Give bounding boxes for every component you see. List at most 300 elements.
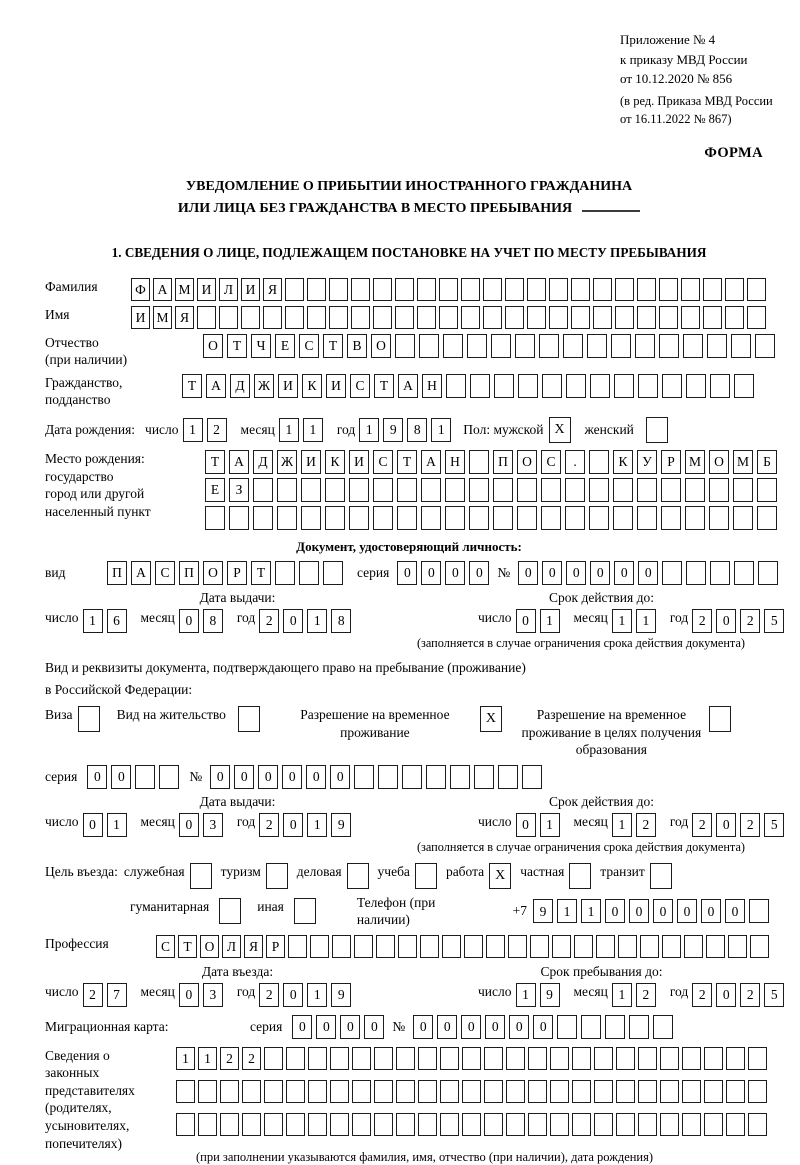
char-box[interactable] <box>310 935 329 958</box>
char-box[interactable]: 1 <box>279 418 299 442</box>
char-box[interactable]: М <box>153 306 172 329</box>
char-box[interactable] <box>396 1113 415 1136</box>
char-box[interactable]: 0 <box>283 609 303 633</box>
char-box[interactable]: З <box>229 478 249 502</box>
char-box[interactable]: 0 <box>330 765 350 789</box>
char-box[interactable]: Р <box>227 561 247 585</box>
char-box[interactable] <box>373 306 392 329</box>
char-box[interactable]: Д <box>230 374 250 398</box>
char-box[interactable] <box>349 506 369 530</box>
char-box[interactable]: 1 <box>307 813 327 837</box>
char-box[interactable] <box>704 1080 723 1103</box>
char-box[interactable]: И <box>326 374 346 398</box>
char-box[interactable]: И <box>278 374 298 398</box>
checkbox[interactable] <box>190 863 212 889</box>
char-box[interactable] <box>351 306 370 329</box>
char-box[interactable] <box>662 561 682 585</box>
char-box[interactable] <box>589 478 609 502</box>
char-box[interactable] <box>725 278 744 301</box>
char-box[interactable]: 2 <box>259 983 279 1007</box>
char-box[interactable]: К <box>302 374 322 398</box>
char-box[interactable]: 0 <box>258 765 278 789</box>
char-box[interactable] <box>505 306 524 329</box>
char-box[interactable] <box>421 478 441 502</box>
char-box[interactable]: 0 <box>179 983 199 1007</box>
char-box[interactable]: 0 <box>605 899 625 923</box>
char-box[interactable] <box>638 374 658 398</box>
char-box[interactable]: 0 <box>210 765 230 789</box>
char-box[interactable] <box>707 334 727 358</box>
char-box[interactable] <box>615 306 634 329</box>
char-box[interactable] <box>757 478 777 502</box>
char-box[interactable] <box>483 278 502 301</box>
char-box[interactable] <box>611 334 631 358</box>
char-box[interactable] <box>517 506 537 530</box>
char-box[interactable] <box>220 1080 239 1103</box>
char-box[interactable] <box>352 1047 371 1070</box>
char-box[interactable]: 2 <box>83 983 103 1007</box>
char-box[interactable] <box>637 306 656 329</box>
char-box[interactable] <box>638 1080 657 1103</box>
char-box[interactable]: 1 <box>176 1047 195 1070</box>
char-box[interactable] <box>659 334 679 358</box>
char-box[interactable] <box>352 1113 371 1136</box>
char-box[interactable]: Т <box>182 374 202 398</box>
char-box[interactable]: И <box>301 450 321 474</box>
char-box[interactable]: 0 <box>445 561 465 585</box>
char-box[interactable] <box>286 1080 305 1103</box>
char-box[interactable] <box>594 1113 613 1136</box>
char-box[interactable]: 2 <box>242 1047 261 1070</box>
char-box[interactable] <box>286 1113 305 1136</box>
char-box[interactable]: 0 <box>590 561 610 585</box>
char-box[interactable]: 6 <box>107 609 127 633</box>
char-box[interactable] <box>395 306 414 329</box>
char-box[interactable]: 9 <box>331 813 351 837</box>
char-box[interactable]: А <box>153 278 172 301</box>
char-box[interactable] <box>726 1113 745 1136</box>
char-box[interactable] <box>264 1047 283 1070</box>
char-box[interactable]: А <box>398 374 418 398</box>
char-box[interactable] <box>528 1047 547 1070</box>
char-box[interactable]: 2 <box>692 983 712 1007</box>
char-box[interactable] <box>550 1113 569 1136</box>
char-box[interactable]: 0 <box>516 609 536 633</box>
char-box[interactable] <box>613 478 633 502</box>
char-box[interactable] <box>469 478 489 502</box>
char-box[interactable] <box>373 478 393 502</box>
char-box[interactable]: 0 <box>629 899 649 923</box>
char-box[interactable] <box>450 765 470 789</box>
checkbox[interactable] <box>238 706 260 732</box>
char-box[interactable] <box>733 506 753 530</box>
char-box[interactable]: Ф <box>131 278 150 301</box>
char-box[interactable]: 0 <box>283 813 303 837</box>
char-box[interactable] <box>581 1015 601 1039</box>
char-box[interactable]: 1 <box>107 813 127 837</box>
char-box[interactable] <box>506 1080 525 1103</box>
char-box[interactable] <box>574 935 593 958</box>
char-box[interactable] <box>566 374 586 398</box>
char-box[interactable] <box>662 374 682 398</box>
char-box[interactable]: 0 <box>179 813 199 837</box>
char-box[interactable] <box>445 478 465 502</box>
char-box[interactable] <box>661 506 681 530</box>
char-box[interactable] <box>549 306 568 329</box>
char-box[interactable] <box>527 278 546 301</box>
char-box[interactable]: Д <box>253 450 273 474</box>
char-box[interactable] <box>263 306 282 329</box>
char-box[interactable]: Ж <box>277 450 297 474</box>
char-box[interactable] <box>440 1080 459 1103</box>
char-box[interactable]: О <box>517 450 537 474</box>
char-box[interactable]: Р <box>661 450 681 474</box>
char-box[interactable]: 0 <box>566 561 586 585</box>
char-box[interactable] <box>461 278 480 301</box>
char-box[interactable]: 2 <box>636 983 656 1007</box>
char-box[interactable]: 1 <box>557 899 577 923</box>
char-box[interactable] <box>638 1113 657 1136</box>
char-box[interactable] <box>301 506 321 530</box>
char-box[interactable] <box>682 1047 701 1070</box>
char-box[interactable] <box>565 478 585 502</box>
char-box[interactable]: Я <box>263 278 282 301</box>
char-box[interactable] <box>757 506 777 530</box>
char-box[interactable] <box>176 1080 195 1103</box>
char-box[interactable]: 1 <box>198 1047 217 1070</box>
char-box[interactable] <box>522 765 542 789</box>
char-box[interactable] <box>288 935 307 958</box>
char-box[interactable]: М <box>685 450 705 474</box>
char-box[interactable] <box>220 1113 239 1136</box>
char-box[interactable]: 1 <box>431 418 451 442</box>
char-box[interactable] <box>572 1113 591 1136</box>
char-box[interactable] <box>462 1080 481 1103</box>
checkbox[interactable] <box>219 898 241 924</box>
char-box[interactable]: 0 <box>716 983 736 1007</box>
char-box[interactable] <box>483 306 502 329</box>
char-box[interactable] <box>616 1047 635 1070</box>
char-box[interactable]: 0 <box>340 1015 360 1039</box>
char-box[interactable]: 8 <box>331 609 351 633</box>
checkbox[interactable] <box>294 898 316 924</box>
char-box[interactable] <box>725 306 744 329</box>
checkbox[interactable] <box>646 417 668 443</box>
char-box[interactable]: 0 <box>87 765 107 789</box>
char-box[interactable]: А <box>131 561 151 585</box>
char-box[interactable] <box>420 935 439 958</box>
char-box[interactable] <box>330 1113 349 1136</box>
char-box[interactable] <box>552 935 571 958</box>
char-box[interactable] <box>484 1113 503 1136</box>
char-box[interactable] <box>550 1080 569 1103</box>
char-box[interactable]: П <box>107 561 127 585</box>
char-box[interactable] <box>308 1047 327 1070</box>
char-box[interactable]: 2 <box>692 813 712 837</box>
char-box[interactable] <box>329 306 348 329</box>
char-box[interactable]: 9 <box>540 983 560 1007</box>
char-box[interactable]: 0 <box>397 561 417 585</box>
char-box[interactable]: Я <box>175 306 194 329</box>
checkbox[interactable]: X <box>480 706 502 732</box>
char-box[interactable]: Ч <box>251 334 271 358</box>
char-box[interactable]: И <box>241 278 260 301</box>
char-box[interactable] <box>629 1015 649 1039</box>
checkbox[interactable] <box>347 863 369 889</box>
char-box[interactable] <box>374 1047 393 1070</box>
char-box[interactable] <box>205 506 225 530</box>
char-box[interactable]: 0 <box>509 1015 529 1039</box>
char-box[interactable] <box>446 374 466 398</box>
char-box[interactable] <box>589 506 609 530</box>
char-box[interactable] <box>541 478 561 502</box>
char-box[interactable]: 1 <box>183 418 203 442</box>
char-box[interactable] <box>332 935 351 958</box>
char-box[interactable]: Т <box>397 450 417 474</box>
checkbox[interactable] <box>569 863 591 889</box>
char-box[interactable] <box>462 1047 481 1070</box>
char-box[interactable] <box>198 1113 217 1136</box>
char-box[interactable]: 2 <box>740 983 760 1007</box>
char-box[interactable]: 0 <box>83 813 103 837</box>
char-box[interactable] <box>494 374 514 398</box>
char-box[interactable] <box>395 278 414 301</box>
char-box[interactable] <box>241 306 260 329</box>
char-box[interactable] <box>484 1080 503 1103</box>
char-box[interactable] <box>660 1113 679 1136</box>
char-box[interactable] <box>176 1113 195 1136</box>
char-box[interactable] <box>685 478 705 502</box>
char-box[interactable] <box>709 478 729 502</box>
char-box[interactable] <box>709 506 729 530</box>
checkbox[interactable] <box>266 863 288 889</box>
char-box[interactable]: 0 <box>111 765 131 789</box>
char-box[interactable]: 0 <box>614 561 634 585</box>
char-box[interactable] <box>398 935 417 958</box>
char-box[interactable]: Т <box>205 450 225 474</box>
char-box[interactable]: 0 <box>677 899 697 923</box>
char-box[interactable] <box>605 1015 625 1039</box>
char-box[interactable] <box>640 935 659 958</box>
char-box[interactable]: 2 <box>259 609 279 633</box>
char-box[interactable] <box>219 306 238 329</box>
char-box[interactable] <box>726 1080 745 1103</box>
char-box[interactable] <box>373 506 393 530</box>
char-box[interactable] <box>726 1047 745 1070</box>
char-box[interactable]: Е <box>275 334 295 358</box>
char-box[interactable] <box>264 1080 283 1103</box>
char-box[interactable]: 9 <box>331 983 351 1007</box>
char-box[interactable] <box>374 1080 393 1103</box>
char-box[interactable]: С <box>373 450 393 474</box>
char-box[interactable]: 0 <box>461 1015 481 1039</box>
char-box[interactable]: 2 <box>259 813 279 837</box>
char-box[interactable] <box>539 334 559 358</box>
char-box[interactable]: 7 <box>107 983 127 1007</box>
char-box[interactable] <box>301 478 321 502</box>
char-box[interactable]: Б <box>757 450 777 474</box>
char-box[interactable]: М <box>175 278 194 301</box>
char-box[interactable]: Ж <box>254 374 274 398</box>
char-box[interactable]: 0 <box>533 1015 553 1039</box>
char-box[interactable]: 1 <box>516 983 536 1007</box>
char-box[interactable] <box>418 1080 437 1103</box>
char-box[interactable]: 0 <box>716 813 736 837</box>
char-box[interactable] <box>571 306 590 329</box>
char-box[interactable]: 2 <box>220 1047 239 1070</box>
char-box[interactable] <box>505 278 524 301</box>
char-box[interactable] <box>704 1113 723 1136</box>
char-box[interactable]: В <box>347 334 367 358</box>
char-box[interactable] <box>373 278 392 301</box>
char-box[interactable] <box>572 1047 591 1070</box>
char-box[interactable] <box>467 334 487 358</box>
char-box[interactable]: 1 <box>636 609 656 633</box>
char-box[interactable]: 0 <box>653 899 673 923</box>
char-box[interactable] <box>733 478 753 502</box>
char-box[interactable]: 2 <box>636 813 656 837</box>
char-box[interactable] <box>659 278 678 301</box>
char-box[interactable] <box>440 1113 459 1136</box>
char-box[interactable]: 0 <box>518 561 538 585</box>
char-box[interactable]: К <box>613 450 633 474</box>
char-box[interactable]: 9 <box>533 899 553 923</box>
char-box[interactable]: О <box>203 561 223 585</box>
char-box[interactable] <box>747 306 766 329</box>
char-box[interactable] <box>445 506 465 530</box>
char-box[interactable] <box>396 1080 415 1103</box>
char-box[interactable] <box>461 306 480 329</box>
char-box[interactable]: М <box>733 450 753 474</box>
char-box[interactable]: 2 <box>740 813 760 837</box>
char-box[interactable]: 5 <box>764 609 784 633</box>
char-box[interactable]: 1 <box>359 418 379 442</box>
char-box[interactable] <box>515 334 535 358</box>
char-box[interactable] <box>275 561 295 585</box>
char-box[interactable] <box>378 765 398 789</box>
char-box[interactable] <box>748 1047 767 1070</box>
char-box[interactable] <box>299 561 319 585</box>
char-box[interactable] <box>242 1113 261 1136</box>
char-box[interactable] <box>541 506 561 530</box>
char-box[interactable]: 0 <box>292 1015 312 1039</box>
char-box[interactable]: 8 <box>203 609 223 633</box>
char-box[interactable]: 2 <box>207 418 227 442</box>
char-box[interactable] <box>637 506 657 530</box>
char-box[interactable] <box>506 1047 525 1070</box>
char-box[interactable] <box>685 506 705 530</box>
char-box[interactable] <box>613 506 633 530</box>
char-box[interactable]: 0 <box>306 765 326 789</box>
char-box[interactable]: 1 <box>612 609 632 633</box>
char-box[interactable] <box>750 935 769 958</box>
char-box[interactable] <box>349 478 369 502</box>
char-box[interactable] <box>710 561 730 585</box>
char-box[interactable] <box>264 1113 283 1136</box>
char-box[interactable] <box>402 765 422 789</box>
char-box[interactable]: 0 <box>716 609 736 633</box>
char-box[interactable] <box>614 374 634 398</box>
char-box[interactable] <box>286 1047 305 1070</box>
char-box[interactable] <box>135 765 155 789</box>
char-box[interactable] <box>590 374 610 398</box>
char-box[interactable] <box>439 278 458 301</box>
char-box[interactable] <box>229 506 249 530</box>
char-box[interactable]: 1 <box>540 609 560 633</box>
char-box[interactable] <box>493 506 513 530</box>
char-box[interactable] <box>704 1047 723 1070</box>
char-box[interactable]: 0 <box>485 1015 505 1039</box>
char-box[interactable] <box>242 1080 261 1103</box>
char-box[interactable]: 0 <box>516 813 536 837</box>
char-box[interactable] <box>469 506 489 530</box>
char-box[interactable] <box>563 334 583 358</box>
char-box[interactable] <box>418 1113 437 1136</box>
char-box[interactable] <box>749 899 769 923</box>
char-box[interactable] <box>530 935 549 958</box>
char-box[interactable]: 0 <box>413 1015 433 1039</box>
char-box[interactable]: 0 <box>437 1015 457 1039</box>
char-box[interactable] <box>635 334 655 358</box>
char-box[interactable]: К <box>325 450 345 474</box>
checkbox[interactable] <box>709 706 731 732</box>
char-box[interactable] <box>662 935 681 958</box>
char-box[interactable]: 5 <box>764 813 784 837</box>
char-box[interactable] <box>506 1113 525 1136</box>
char-box[interactable]: 0 <box>469 561 489 585</box>
char-box[interactable] <box>442 935 461 958</box>
char-box[interactable] <box>615 278 634 301</box>
char-box[interactable] <box>417 306 436 329</box>
char-box[interactable]: У <box>637 450 657 474</box>
char-box[interactable]: Л <box>222 935 241 958</box>
char-box[interactable] <box>653 1015 673 1039</box>
char-box[interactable] <box>637 278 656 301</box>
char-box[interactable] <box>330 1080 349 1103</box>
char-box[interactable]: Н <box>422 374 442 398</box>
char-box[interactable] <box>354 935 373 958</box>
char-box[interactable] <box>594 1080 613 1103</box>
char-box[interactable] <box>419 334 439 358</box>
char-box[interactable] <box>491 334 511 358</box>
char-box[interactable]: О <box>203 334 223 358</box>
char-box[interactable] <box>594 1047 613 1070</box>
char-box[interactable] <box>469 450 489 474</box>
char-box[interactable]: О <box>709 450 729 474</box>
char-box[interactable]: 0 <box>316 1015 336 1039</box>
char-box[interactable]: 1 <box>303 418 323 442</box>
char-box[interactable] <box>550 1047 569 1070</box>
char-box[interactable] <box>748 1080 767 1103</box>
char-box[interactable] <box>323 561 343 585</box>
char-box[interactable] <box>517 478 537 502</box>
char-box[interactable]: 0 <box>282 765 302 789</box>
char-box[interactable] <box>660 1047 679 1070</box>
char-box[interactable] <box>486 935 505 958</box>
char-box[interactable]: Т <box>323 334 343 358</box>
char-box[interactable] <box>464 935 483 958</box>
char-box[interactable] <box>710 374 730 398</box>
char-box[interactable] <box>439 306 458 329</box>
checkbox[interactable]: X <box>549 417 571 443</box>
char-box[interactable]: С <box>541 450 561 474</box>
char-box[interactable]: Т <box>374 374 394 398</box>
char-box[interactable]: 0 <box>638 561 658 585</box>
char-box[interactable] <box>616 1113 635 1136</box>
char-box[interactable]: Е <box>205 478 225 502</box>
char-box[interactable]: А <box>421 450 441 474</box>
char-box[interactable]: 0 <box>542 561 562 585</box>
